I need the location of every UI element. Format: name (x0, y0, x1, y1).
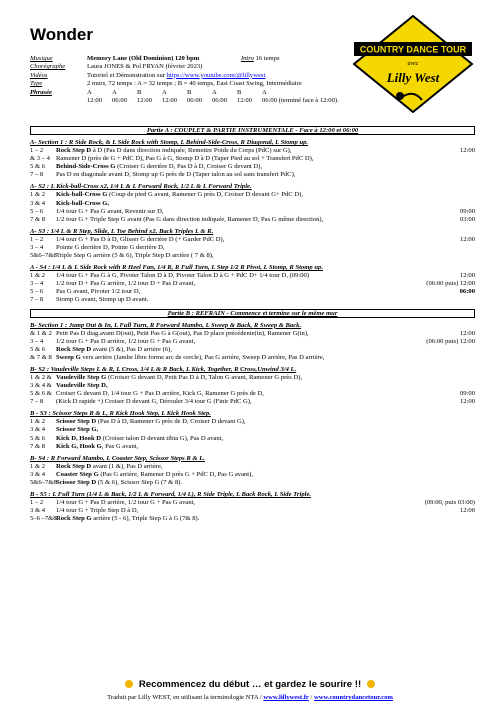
step-count: 3 & 4 (30, 507, 46, 515)
step-line (30, 171, 475, 179)
step-count: 3 – 4 (30, 243, 44, 251)
step-name: Kick G, Hook G (56, 442, 102, 450)
smiley-icon (367, 680, 375, 688)
step-name: Vaudeville Step D, (56, 382, 108, 390)
phrasee-part: A (112, 88, 117, 96)
step-line (30, 155, 475, 163)
step-name: Scissor Step D (56, 478, 97, 486)
step-count: 5 & 6 (30, 163, 46, 171)
phrasee-part: A (212, 88, 217, 96)
step-count: 5 – 6 (30, 207, 44, 215)
step-description: (Croiser talon D devant tibia G), Pas D avant, (101, 434, 224, 442)
step-count: 1 – 2 (30, 235, 44, 243)
step-line (30, 374, 475, 382)
step-count: 5 & 6 (30, 434, 46, 442)
step-name: Kick-ball-Cross G (56, 191, 108, 199)
section-title: A- S3 : 1/4 L & R Step, Slide, L Toe Behind x2, Back Triples L & R. (30, 227, 214, 235)
step-description: (5 & 6), Scissor Step G (7 & 8). (96, 478, 183, 486)
step-line (30, 398, 475, 406)
step-description: avant (1 &), Pas D arrière, (91, 462, 163, 470)
step-line (30, 479, 475, 487)
step-count: 7 – 8 (30, 171, 44, 179)
step-name: Rock Step G (56, 515, 92, 523)
step-description: 1/4 tour G + Triple Step D à D, (56, 507, 139, 515)
wall-time: 09:00 (459, 207, 475, 215)
step-count: 3 & 4 (30, 426, 46, 434)
step-count: 1 & 2 (30, 191, 46, 199)
step-count: 7 – 8 (30, 398, 44, 406)
step-count: 1 & 2 & (30, 373, 52, 381)
step-count: 3 – 4 (30, 280, 44, 288)
step-description: arrière (5 - 6), Triple Step G à G (7& 8). (91, 515, 200, 523)
step-description: avant (5 &), Pas D arrière (6), (91, 345, 172, 353)
phrasee-parts (87, 89, 470, 97)
part-header: Partie A : COUPLET & PARTIE INSTRUMENTALE - Face à 12:00 et 06:00 (30, 126, 475, 135)
section-title: B - S3 : Scissor Steps R & L, R Kick Hook Step, L Kick Hook Step. (30, 410, 211, 418)
step-count: 1 – 2 (30, 147, 44, 155)
step-description: 1/4 tour G + Pas G à G, Pivoter Talon D à D, Pivoter Talon D à G + PdC D+ 1/4 tour D, (09:00) (56, 272, 310, 280)
step-description: Stomp G avant, Stomp up D avant. (56, 296, 149, 304)
svg-text:COUNTRY DANCE TOUR: COUNTRY DANCE TOUR (359, 44, 467, 55)
step-count: & 7 & 8 (30, 353, 52, 361)
step-name: Sweep G (56, 353, 81, 361)
wall-time: 12:00 (459, 272, 475, 280)
step-description: , Pas G avant, (101, 442, 139, 450)
step-name: Rock Step D (56, 462, 92, 470)
phrasee-time: 06:00 (212, 96, 228, 104)
step-line (30, 216, 475, 224)
step-line (30, 147, 475, 155)
step-line (30, 236, 475, 244)
step-count: 1 & 2 (30, 462, 46, 470)
phrasee-time: 06:00 (187, 96, 203, 104)
step-count: 7 & 8 (30, 215, 46, 223)
step-description: Pointe G derrière D, Pointe G derrière D, (56, 243, 165, 251)
step-line (30, 507, 475, 515)
step-description: Petit Pas D diag.avant D(out), Petit Pas G à G(out), Pas D place précédente(in), Ramener G(in), (56, 329, 309, 337)
step-count: 5 & 6 & (30, 390, 52, 398)
dance-info: Musique Memory Lane (Old Dominion) 120 bpm Intro 16 temps Chorégraphe Laura JONES & Pol FRYAN (février 2023) Vidéos Tutoriel et Démonstration sur https://www.youtube.com/@lillywest Type 2 murs, 72 temps : A = 32 temps ; B = 40 temps, East Coast Swing, Intermédiaire Phrasée A A B A B A B A 12:00 06:00 12:00 12:00 06:00 06:00 12:00 06:00 (terminé face à 12:00). (30, 55, 470, 105)
step-count: 7 – 8 (30, 296, 44, 304)
wall-time: 12:00 (459, 147, 475, 155)
step-line (30, 435, 475, 443)
step-line (30, 346, 475, 354)
step-count: 5&6–7&8 (30, 252, 57, 260)
step-line (30, 208, 475, 216)
step-description: Pas D en diagonale avant D, Stomp up G près de D (Taper talon au sol sans transfert PdC), (56, 171, 296, 179)
step-description: (Croiser G derrière D, Pas D à D, Croiser G devant D), (115, 163, 263, 171)
step-count: 5–6 –7&8 (30, 515, 57, 523)
section-title: A - S4 : 1/4 L & L Side Rock with R Heel Fan, 1/4 R, R Full Turn, L Step 1/2 R Pivot, L Stomp, R Stomp up. (30, 264, 323, 272)
smiley-icon (125, 680, 133, 688)
step-count: 5 – 6 (30, 288, 44, 296)
phrasee-time: 12:00 (162, 96, 178, 104)
section-title: B- S4 : R Forward Mambo, L Coaster Step, Scissor Steps R & L. (30, 454, 205, 462)
wall-time: (09:00, puis 03:00) (424, 499, 475, 507)
step-line (30, 515, 475, 523)
svg-text:avec: avec (407, 61, 419, 67)
step-count: 7 & 8 (30, 442, 46, 450)
step-line (30, 330, 475, 338)
step-line (30, 426, 475, 434)
step-count: 3 & 4 & (30, 382, 52, 390)
step-count: 5&6–7&8 (30, 478, 57, 486)
wall-time: (06:00 puis) 12:00 (426, 280, 475, 288)
step-line (30, 418, 475, 426)
step-count: 3 – 4 (30, 337, 44, 345)
step-line (30, 244, 475, 252)
wall-time: 12:00 (459, 235, 475, 243)
step-description: 1/4 tour G + Pas D à D, Glisser G derrière D (+ Garder PdC D), (56, 235, 225, 243)
step-line (30, 163, 475, 171)
step-count: 5 & 6 (30, 345, 46, 353)
youtube-link[interactable]: https://www.youtube.com/@lillywest (166, 71, 266, 79)
step-line (30, 499, 475, 507)
step-description: Ramener D (près de G + PdC D), Pas G à G, Stomp D à D (Taper Pied au sol + Transfert PdC D), (56, 155, 314, 163)
step-line (30, 338, 475, 346)
step-count: 1 & 2 (30, 418, 46, 426)
step-description: 1/4 tour G + Pas D arrière, 1/2 tour G + Pas G avant, (56, 499, 196, 507)
step-line (30, 191, 475, 199)
step-name: Kick-ball-Cross G, (56, 199, 109, 207)
step-count: & 1 & 2 (30, 329, 52, 337)
step-description: Pas G avant, Pivoter 1/2 tour D, (56, 288, 141, 296)
phrasee-times (87, 97, 470, 105)
step-count: 3 & 4 (30, 470, 46, 478)
wall-time: 12:00 (459, 398, 475, 406)
phrasee-time: 06:00 (112, 96, 128, 104)
step-description: Triple Step G arrière (5 & 6), Triple Step D arrière ( 7 & 8), (56, 252, 214, 260)
credit-line: Traduit par Lilly WEST, en utilisant la terminologie NTA / www.lillywest.fr / www.countrydancetour.com (107, 694, 393, 701)
step-line (30, 390, 475, 398)
step-line (30, 252, 475, 260)
step-name: Kick D, Hook D (56, 434, 102, 442)
step-name: Scissor Step D (56, 418, 97, 426)
step-description: (Croiser G devant D, Petit Pas D à D, Talon G avant, Ramener G près D), (106, 373, 303, 381)
steps-content (30, 126, 475, 523)
step-name: Behind-Side-Cross G (56, 163, 116, 171)
phrasee-part: A (87, 88, 92, 96)
step-name: Vaudeville Step G (56, 373, 107, 381)
wall-time: 09:00 (459, 390, 475, 398)
step-description: à D (Pas D dans direction indiquée, Remettre Poids du Corps (PdC) sur G), (91, 147, 292, 155)
step-name: Rock Step D (56, 345, 92, 353)
lillywest-link[interactable]: www.lillywest.fr (263, 694, 309, 701)
phrasee-part: B (237, 88, 242, 96)
step-line (30, 471, 475, 479)
phrasee-time: 12:00 (237, 96, 253, 104)
dance-title: Wonder (30, 25, 93, 44)
step-count: 3 & 4 (30, 199, 46, 207)
step-count: 1 – 2 (30, 499, 44, 507)
phrasee-part: A (262, 88, 267, 96)
phrasee-time: 06:00 (terminé face à 12:00). (262, 96, 339, 104)
step-name: Coaster Step G (56, 470, 99, 478)
wall-time: 12:00 (459, 507, 475, 515)
step-description: 1/2 tour D + Pas G arrière, 1/2 tour D + Pas D avant, (56, 280, 196, 288)
step-line (30, 288, 475, 296)
step-line (30, 354, 475, 362)
section-title: A- Section 1 : R Side Rock, & L Side Rock with Stomp, L Behind-Side-Cross, R Diagonal, L Stomp up. (30, 139, 309, 146)
step-description: 1/2 tour G + Pas D arrière, 1/2 tour G + Pas G avant, (56, 337, 196, 345)
svg-text:Lilly West: Lilly West (386, 70, 440, 85)
step-line (30, 200, 475, 208)
step-description: (Pas D à D, Ramener G près de D, Croiser D devant G), (96, 418, 246, 426)
section-title: B - S5 : L Full Turn (1/4 L & Back, 1/2 L & Forward, 1/4 L), R Side Triple, L Back Rock, L Side Triple. (30, 491, 312, 499)
wall-time: (06:00 puis) 12:00 (426, 337, 475, 345)
phrasee-part: B (187, 88, 192, 96)
step-description: 1/4 tour G + Pas G avant, Revenir sur D, (56, 207, 164, 215)
step-count: 1 & 2 (30, 272, 46, 280)
step-description: (Pas G arrière, Ramener D près G + PdC D, Pas G avant), (98, 470, 253, 478)
countrydancetour-link[interactable]: www.countrydancetour.com (314, 694, 393, 701)
step-line (30, 443, 475, 451)
section-title: A- S2 : L Kick-ball-Cross x2, 1/4 L & L Forward Rock, 1/2 L & L Forward Triple. (30, 183, 252, 191)
phrasee-part: B (137, 88, 142, 96)
part-header: Partie B : REFRAIN - Commence et termine sur le même mur (30, 309, 475, 318)
step-description: 1/2 tour G + Triple Step G avant (Pas G dans direction indiquée, Ramener D, Pas G même direction), (56, 215, 324, 223)
step-count: & 3 – 4 (30, 155, 50, 163)
wall-time: 12:00 (459, 329, 475, 337)
step-line (30, 272, 475, 280)
step-description: (Kick D rapide +) Croiser D devant G, Dérouler 3/4 tour G (Finir PdC G), (56, 398, 252, 406)
section-title: B- S2 : Vaudeville Steps L & R, L Cross, 1/4 L & R Back, L Kick, Together, R Cross,Unwind 3/4 L. (30, 365, 297, 373)
step-line (30, 296, 475, 304)
step-name: Scissor Step G, (56, 426, 99, 434)
phrasee-time: 12:00 (87, 96, 103, 104)
section-title: B- Section 1 : Jump Out & In, L Full Turn, R Forward Mambo, L Sweep & Back, R Sweep & Back. (30, 321, 302, 329)
step-line (30, 382, 475, 390)
step-description: (Coup de pied G avant, Ramener G près D, Croiser D devant G+ PdC D), (107, 191, 303, 199)
wall-time: 06:00 (459, 288, 475, 296)
step-description: Croiser G devant D, 1/4 tour G + Pas D arrière, Kick G, Ramener G près de D, (56, 390, 264, 398)
step-name: Rock Step D (56, 147, 92, 155)
step-description: vers arrière (Jambe libre forme arc de cercle), Pas G arrière, Sweep D arrière, Pas D arrière, (80, 353, 325, 361)
phrasee-time: 12:00 (137, 96, 153, 104)
footer-message: Recommencez du début … et gardez le sourire !! (0, 679, 500, 691)
phrasee-part: A (162, 88, 167, 96)
step-line (30, 280, 475, 288)
wall-time: 03:00 (459, 215, 475, 223)
step-line (30, 463, 475, 471)
